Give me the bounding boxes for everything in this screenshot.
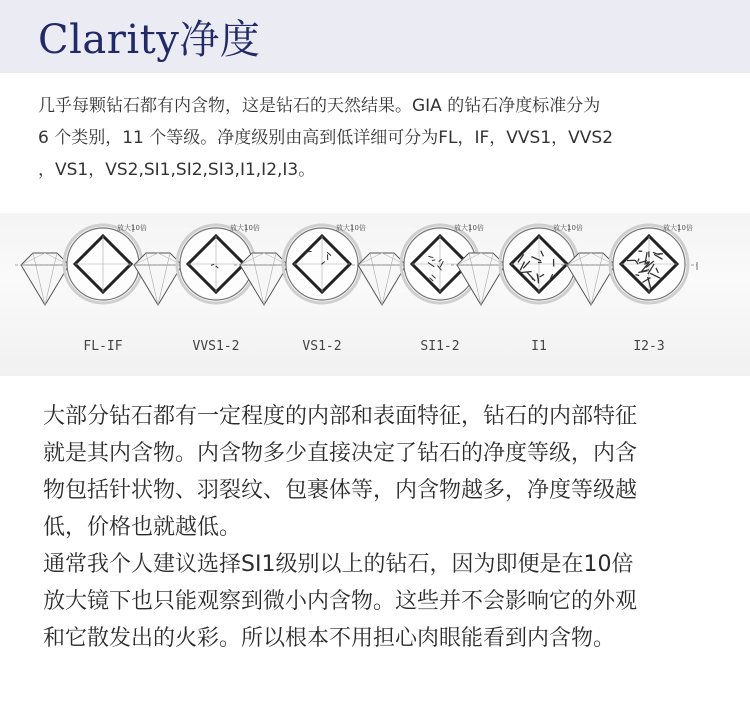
grade-label: VVS1-2 (192, 339, 240, 354)
inclusion-mark (538, 274, 539, 283)
body-line: 放大镜下也只能观察到微小内含物。这些并不会影响它的外观 (43, 589, 638, 614)
diamond-outline (21, 253, 69, 305)
magnifier-caption: 放大10倍 (663, 224, 693, 232)
grade-label: SI1-2 (420, 339, 460, 354)
grade-label: VS1-2 (302, 339, 342, 354)
body-line: 和它散发出的火彩。所以根本不用担心肉眼能看到内含物。 (43, 626, 616, 651)
intro-line: ，VS1，VS2,SI1,SI2,SI3,I1,I2,I3。 (38, 160, 316, 180)
grade-label: I1 (531, 339, 547, 354)
grade-label: I2-3 (633, 339, 665, 354)
diamond-outline (134, 253, 182, 305)
body-line: 大部分钻石都有一定程度的内部和表面特征，钻石的内部特征 (43, 404, 638, 429)
inclusion-mark (635, 275, 639, 276)
magnifier-caption: 放大10倍 (117, 224, 147, 232)
inclusion-mark (304, 251, 312, 252)
magnifier-caption: 放大10倍 (454, 224, 484, 232)
grade-label: FL-IF (83, 339, 123, 354)
body-line: 低，价格也就越低。 (43, 515, 242, 540)
intro-line: 6 个类别，11 个等级。净度级别由高到低详细可分为FL，IF，VVS1，VVS2 (38, 128, 614, 148)
body-line: 物包括针状物、羽裂纹、包裹体等，内含物越多，净度等级越 (43, 478, 638, 503)
diamond-outline (358, 253, 406, 305)
body-paragraph (43, 398, 723, 657)
header-band (0, 0, 750, 73)
magnifier-caption: 放大10倍 (336, 224, 366, 232)
magnifier-caption: 放大10倍 (553, 224, 583, 232)
intro-line: 几乎每颗钻石都有内含物，这是钻石的天然结果。GIA 的钻石净度标准分为 (38, 96, 601, 116)
body-line: 通常我个人建议选择SI1级别以上的钻石，因为即便是在10倍 (43, 552, 634, 577)
intro-paragraph (38, 90, 718, 186)
magnifier-caption: 放大10倍 (230, 224, 260, 232)
page-title: Clarity净度 (38, 17, 261, 63)
body-line: 就是其内含物。内含物多少直接决定了钻石的净度等级，内含 (43, 441, 638, 466)
